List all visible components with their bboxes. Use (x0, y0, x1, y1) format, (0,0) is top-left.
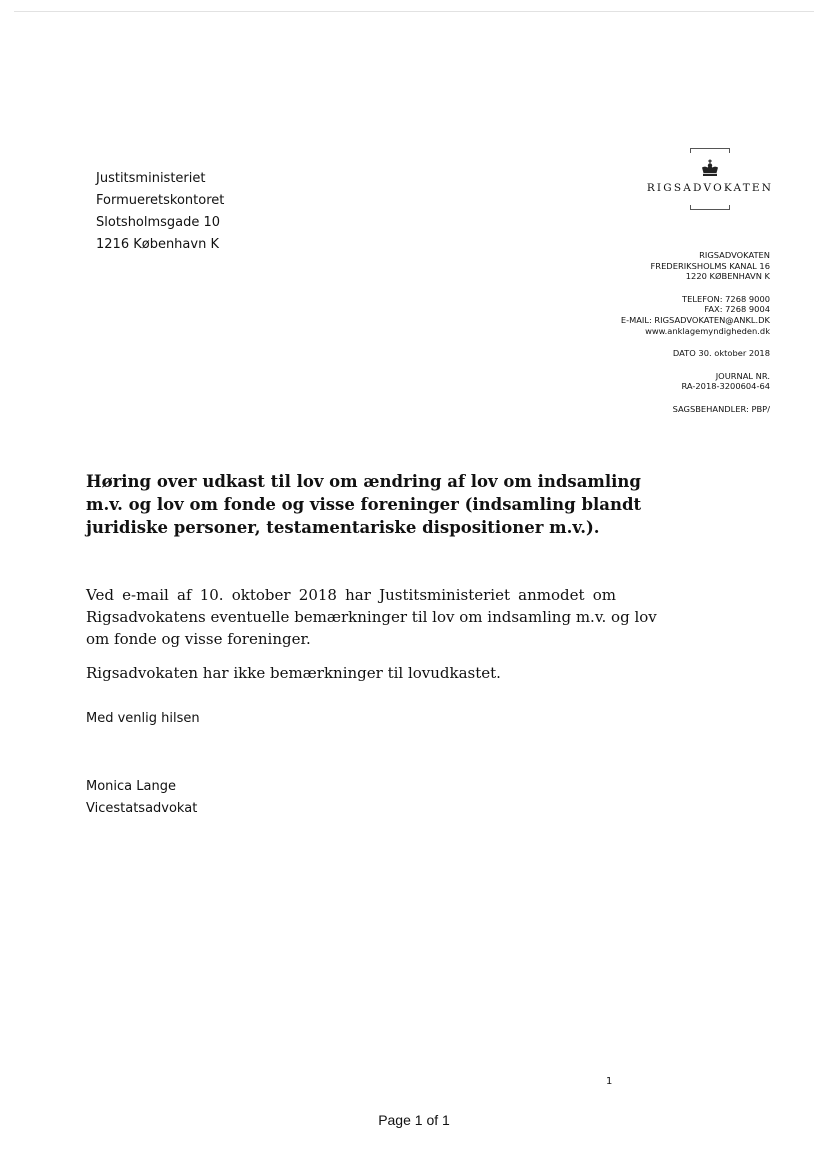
sender-info (621, 250, 770, 427)
sender-address-line: RIGSADVOKATEN (699, 250, 770, 260)
logo-arc-top (690, 148, 730, 153)
sender-email: E-MAIL: RIGSADVOKATEN@ANKL.DK (620, 314, 770, 325)
journal-number (621, 371, 770, 392)
body-line: Rigsadvokatens eventuelle bemærkninger til lov om indsamling m.v. og lov (86, 608, 657, 626)
sender-address-line: FREDERIKSHOLMS KANAL 16 (650, 260, 770, 271)
recipient-address (96, 168, 224, 256)
logo-wordmark: RIGSADVOKATEN (646, 182, 774, 194)
recipient-line: 1216 København K (96, 237, 219, 252)
body-line: om fonde og visse foreninger. (86, 630, 311, 648)
signature-title: Vicestatsadvokat (86, 801, 198, 816)
closing-greeting: Med venlig hilsen (86, 711, 200, 726)
logo-arc-bottom (690, 205, 730, 210)
case-handler: SAGSBEHANDLER: PBP/ (672, 403, 770, 414)
page-footer: Page 1 of 1 (378, 1112, 450, 1128)
body-line: Ved e-mail af 10. oktober 2018 har Justitsministeriet anmodet om (86, 586, 616, 604)
sender-contact (621, 294, 770, 336)
signature-block (86, 776, 197, 820)
top-rule (14, 11, 814, 12)
signature-name: Monica Lange (86, 779, 176, 794)
letter-date: DATO 30. oktober 2018 (672, 348, 770, 359)
recipient-line: Slotsholmsgade 10 (96, 215, 221, 230)
body-paragraph-1 (86, 584, 657, 650)
sender-address-line: 1220 KØBENHAVN K (685, 271, 770, 282)
crown-icon (700, 159, 720, 177)
letter-subject (86, 470, 642, 539)
sender-address (621, 250, 770, 282)
subject-line: m.v. og lov om fonde og visse foreninger (indsamling blandt (86, 495, 642, 514)
body-paragraph-2: Rigsadvokaten har ikke bemærkninger til lovudkastet. (86, 664, 501, 682)
sender-phone: TELEFON: 7268 9000 (682, 293, 770, 304)
sender-fax: FAX: 7268 9004 (704, 304, 770, 315)
subject-line: juridiske personer, testamentariske dispositioner m.v.). (86, 518, 600, 537)
recipient-line: Justitsministeriet (96, 171, 206, 186)
sender-website: www.anklagemyndigheden.dk (645, 325, 770, 336)
journal-label: JOURNAL NR. (715, 370, 770, 381)
page-number: 1 (606, 1076, 613, 1087)
rigsadvokaten-logo (640, 148, 780, 210)
journal-value: RA-2018-3200604-64 (681, 381, 770, 392)
recipient-line: Formueretskontoret (96, 193, 225, 208)
subject-line: Høring over udkast til lov om ændring af lov om indsamling (86, 472, 641, 491)
